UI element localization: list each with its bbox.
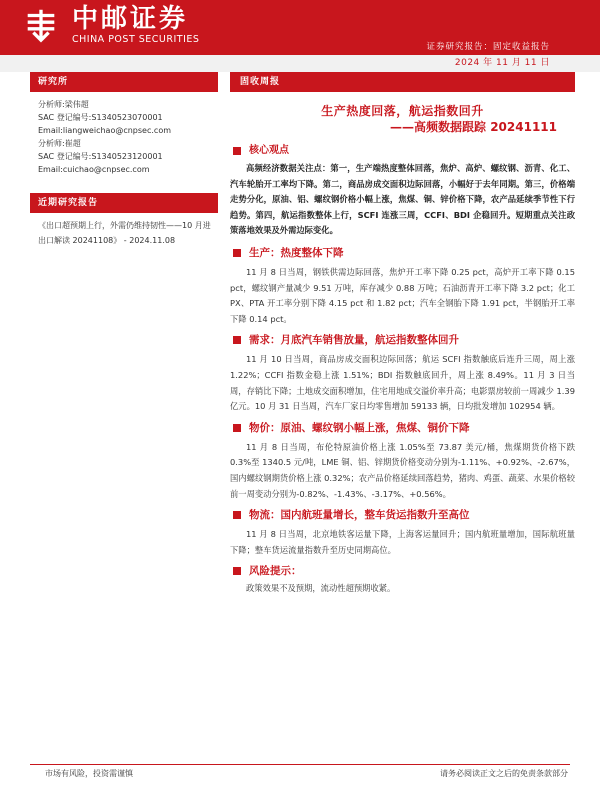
section-heading-production: 生产：热度整体下降 xyxy=(233,246,575,260)
section-heading-prices: 物价：原油、螺纹钢小幅上涨，焦煤、铜价下降 xyxy=(233,421,575,435)
analyst-line: SAC 登记编号:S1340523120001 xyxy=(38,152,163,161)
section-text-logistics: 11 月 8 日当周，北京地铁客运量下降，上海客运量回升；国内航班量增加，国际航班量下降；整车货运流量指数升至历史同期高位。 xyxy=(230,529,575,555)
analyst-email-link[interactable]: Email:cuichao@cnpsec.com xyxy=(38,165,150,174)
report-header xyxy=(0,0,600,55)
recent-reports-heading: 近期研究报告 xyxy=(30,193,218,213)
section-text-prices: 11 月 8 日当周，布伦特原油价格上涨 1.05%至 73.87 美元/桶，焦煤期货价格下跌 0.3%至 1340.5 元/吨，LME 铜、铝、锌期货价格变动分别为-1.11%、+0.92%、-2.67%，国内螺纹钢期货价格上涨 0.32%；农产品价格延续回落趋势，猪肉、鸡蛋、蔬菜、水果价格较前一周变动分别为-0.82%、-1.43%、-3.17%、+0.56%。 xyxy=(230,441,575,499)
report-subtitle: ——高频数据跟踪 20241111 xyxy=(390,120,557,134)
section-text-demand: 11 月 10 日当周，商品房成交面积边际回落；航运 SCFI 指数触底后连升三周，周上涨 1.22%；CCFI 指数金稳上涨 1.51%；BDI 指数触底回升，周上涨 8.49%。11 月 3 日当周，存销比下降；土地成交面积增加，住宅用地成交溢价率升高；电影票房较前一周减少 1.39 亿元。10 月 31 日当周，汽车厂家日均零售增加 59133 辆，日均批发增加 102954 辆。 xyxy=(230,354,575,412)
analyst-line: 分析师:崔超 xyxy=(38,139,81,148)
report-date: 2024 年 11 月 11 日 xyxy=(454,58,550,68)
section-bullet-icon xyxy=(233,424,241,432)
analyst-line: 分析师:梁伟超 xyxy=(38,100,89,109)
section-bullet-icon xyxy=(233,249,241,257)
sidebar xyxy=(30,72,218,248)
report-tag-bar xyxy=(230,72,575,92)
core-view-heading: 核心观点 xyxy=(233,144,575,158)
main-content xyxy=(230,72,575,597)
china-post-logo-icon xyxy=(22,6,60,44)
date-bar xyxy=(0,55,600,72)
report-title: 生产热度回落，航运指数回升 xyxy=(321,104,484,118)
research-institute-heading: 研究所 xyxy=(30,72,218,92)
footer-divider xyxy=(30,764,570,765)
core-view-text: 高频经济数据关注点：第一，生产端热度整体回落，焦炉、高炉、螺纹钢、沥青、化工、汽车轮胎开工率均下降。第二，商品房成交面积边际回落，小幅好于去年同期。第三，价格端走势分化，原油、铝、螺纹钢价格小幅上涨，焦煤、铜、锌价格下降，农产品延续季节性下行趋势。第四，航运指数整体上行，SCFI 连涨三周，CCFI、BDI 企稳回升。短期重点关注政策落地效果及外需边际变化。 xyxy=(230,163,575,236)
analyst-info xyxy=(30,92,218,180)
footer-risk-notice: 市场有风险，投资需谨慎 xyxy=(45,769,133,778)
recent-report-link[interactable]: 《出口超预期上行，外需仍维持韧性——10 月进出口解读 20241108》 - 2024.11.08 xyxy=(38,221,211,245)
section-text-risk: 政策效果不及预期，流动性超预期收紧。 xyxy=(246,583,396,594)
report-type-label: 证券研究报告：固定收益报告 xyxy=(426,42,550,52)
analyst-email-link[interactable]: Email:liangweichao@cnpsec.com xyxy=(38,126,172,135)
brand-name-en: CHINA POST SECURITIES xyxy=(72,34,200,45)
analyst-line: SAC 登记编号:S1340523070001 xyxy=(38,113,163,122)
section-bullet-icon xyxy=(233,147,241,155)
section-heading-demand: 需求：月底汽车销售放量，航运指数整体回升 xyxy=(233,333,575,347)
section-bullet-icon xyxy=(233,511,241,519)
section-bullet-icon xyxy=(233,336,241,344)
section-heading-risk: 风险提示： xyxy=(233,564,575,578)
footer-disclaimer: 请务必阅读正文之后的免责条款部分 xyxy=(440,769,568,778)
report-tag: 固收周报 xyxy=(240,77,281,87)
section-heading-logistics: 物流：国内航班量增长，整车货运指数升至高位 xyxy=(233,508,575,522)
section-text-production: 11 月 8 日当周，钢铁供需边际回落，焦炉开工率下降 0.25 pct，高炉开工率下降 0.15 pct，螺纹钢产量减少 9.51 万吨，库存减少 0.88 万吨；石油沥青开工率下降 3.2 pct；化工 PX、PTA 开工率分别下降 4.15 pct 和 1.82 pct；汽车全钢胎下降 1.91 pct，半钢胎开工率下降 0.14 pct。 xyxy=(230,266,575,324)
brand-name-cn: 中邮证券 xyxy=(72,4,189,34)
section-bullet-icon xyxy=(233,567,241,575)
